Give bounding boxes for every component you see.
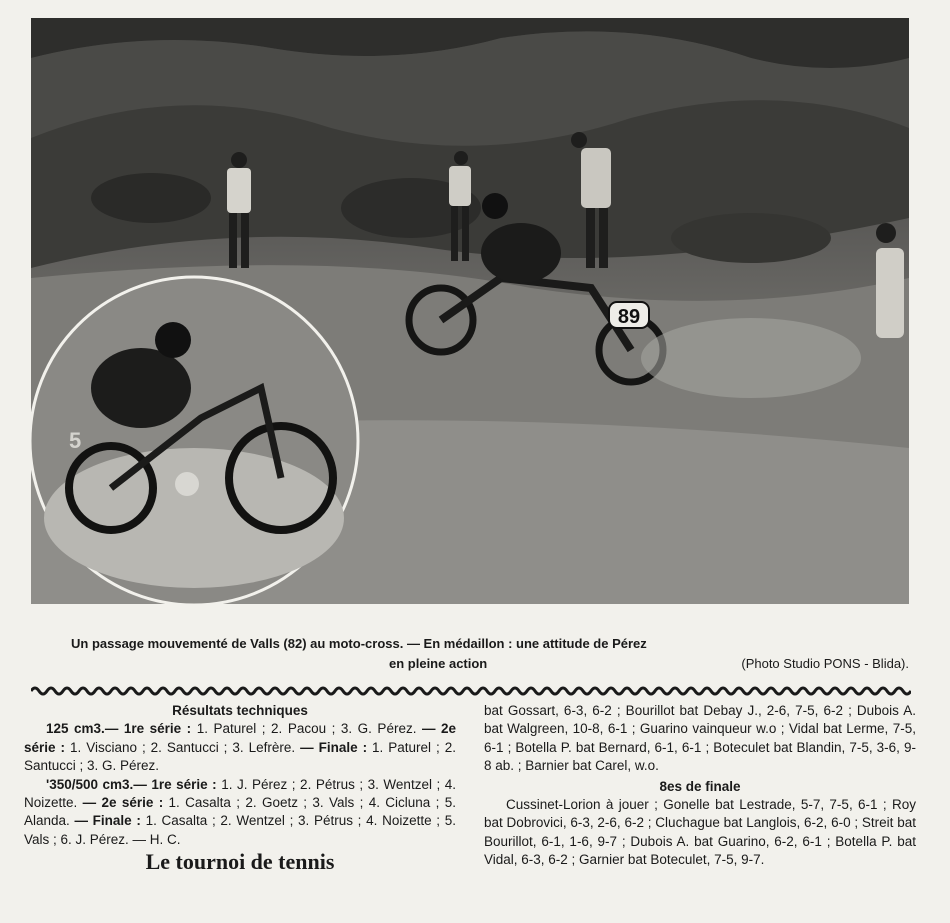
photo-credit: (Photo Studio PONS - Blida).	[741, 656, 909, 671]
eighth-finals-heading: 8es de finale	[659, 778, 741, 794]
tennis-results-p2: Cussinet-Lorion à jouer ; Gonelle bat Lestrade, 5-7, 7-5, 6-1 ; Roy bat Dobrovici, 6-3, 2-6, 6-2 ; Cluchague bat Langlois, 6-2, 6-0 ; Streit bat Bourillot, 6-1, 1-6, 9-7 ; Dubois A. bat Guarino, 6-2, 6-1 ; Botella P. bat Vidal, 6-3, 6-2 ; Garnier bat Boteculet, 7-5, 9-7.	[484, 797, 916, 868]
results-heading: Résultats techniques	[172, 703, 308, 718]
tennis-title: Le tournoi de tennis	[145, 849, 335, 875]
race-number-plate: 89	[617, 306, 641, 328]
photo-scene	[31, 18, 909, 604]
tennis-results-p1: bat Gossart, 6-3, 6-2 ; Bourillot bat Debay J., 2-6, 7-5, 6-2 ; Dubois A. bat Walgreen, 10-8, 6-1 ; Guarino vainqueur w.o ; Vidal bat Lerme, 7-5, 6-1 ; Botella P. bat Bernard, 6-1, 6-1 ; Boteculet bat Blandin, 7-5, 3-6, 9-8 ab. ; Barnier bat Carel, w.o.	[484, 703, 916, 774]
results-column	[24, 702, 457, 875]
inset-medallion	[31, 277, 358, 604]
inset-number: 5	[69, 428, 82, 453]
caption-sub: en pleine action	[389, 656, 488, 671]
wavy-divider	[31, 684, 911, 698]
results-125cc: 125 cm3.— 1re série : 1. Paturel ; 2. Pacou ; 3. G. Pérez. — 2e série : 1. Visciano ; 2. Santucci ; 3. Lefrère. — Finale : 1. Paturel ; 2. Santucci ; 3. G. Pérez.	[24, 721, 457, 774]
motocross-photo	[31, 18, 909, 604]
results-350-500cc: '350/500 cm3.— 1re série : 1. J. Pérez ; 2. Pétrus ; 3. Wentzel ; 4. Noizette. — 2e série : 1. Casalta ; 2. Goetz ; 3. Vals ; 4. Cicluna ; 5. Alanda. — Finale : 1. Casalta ; 2. Wentzel ; 3. Pétrus ; 4. Noizette ; 5. Vals ; 6. J. Pérez. — H. C.	[24, 776, 457, 847]
tennis-results-column	[484, 702, 916, 870]
caption-main: Un passage mouvementé de Valls (82) au moto-cross. — En médaillon : une attitude de Pérez	[71, 636, 647, 651]
